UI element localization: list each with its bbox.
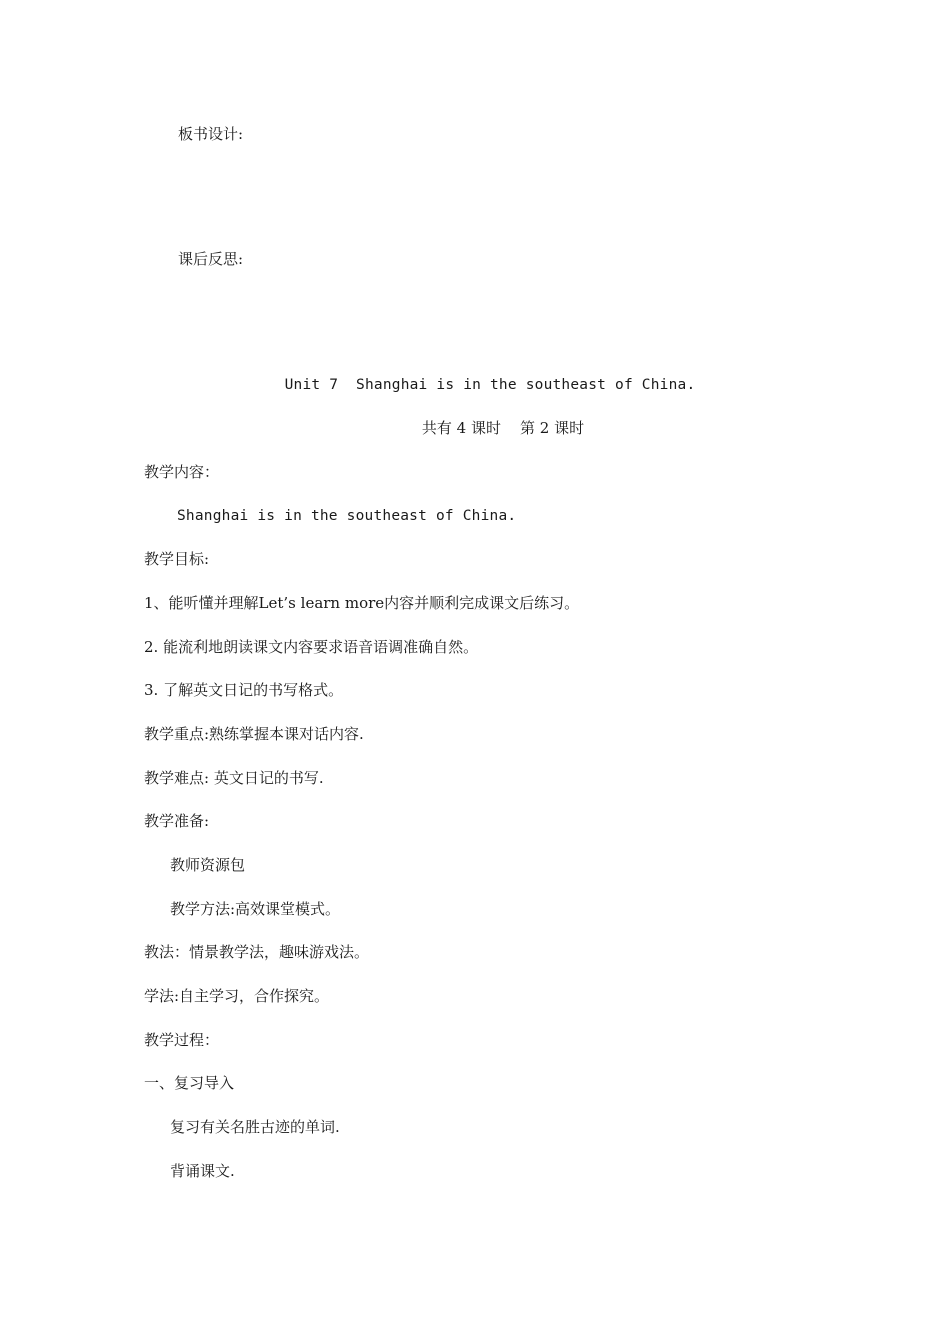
objectives-label: 教学目标: xyxy=(144,550,210,568)
objective-1: 1、能听懂并理解Let’s learn more内容并顺利完成课文后练习。 xyxy=(144,594,580,612)
objective-3: 3. 了解英文日记的书写格式。 xyxy=(144,681,344,699)
step-1-item-1: 复习有关名胜古迹的单词. xyxy=(170,1118,340,1136)
content-label: 教学内容： xyxy=(144,463,220,481)
method: 教学方法:高效课堂模式。 xyxy=(170,900,341,918)
step-1-title: 一、复习导入 xyxy=(144,1074,235,1092)
difficult-point: 教学难点: 英文日记的书写. xyxy=(144,769,324,787)
content-text: Shanghai is in the southeast of China. xyxy=(177,508,517,524)
lesson-count: 共有 4 课时 第 2 课时 xyxy=(421,419,585,437)
unit-title: Unit 7 Shanghai is in the southeast of China. xyxy=(284,377,696,393)
learning-method: 学法:自主学习，合作探究。 xyxy=(144,987,330,1005)
board-design-label: 板书设计: xyxy=(178,125,244,143)
preparation-label: 教学准备: xyxy=(144,812,210,830)
preparation-item: 教师资源包 xyxy=(170,856,246,874)
objective-2: 2. 能流利地朗读课文内容要求语音语调准确自然。 xyxy=(144,638,479,656)
process-label: 教学过程： xyxy=(144,1031,220,1049)
step-1-item-2: 背诵课文. xyxy=(170,1162,235,1180)
key-point: 教学重点:熟练掌握本课对话内容. xyxy=(144,725,364,743)
reflection-label: 课后反思: xyxy=(178,250,244,268)
teaching-method: 教法：情景教学法，趣味游戏法。 xyxy=(144,943,370,961)
